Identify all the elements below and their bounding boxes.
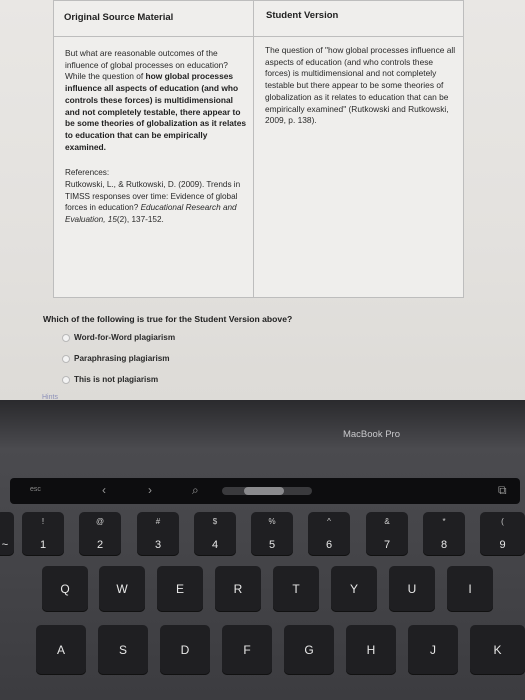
comparison-table [53,0,464,298]
option-word-for-word[interactable] [62,333,175,342]
key-label: D [180,643,190,657]
key-label: R [233,582,243,596]
key-symbol: ( [501,517,504,526]
key-label: Y [349,582,358,596]
key-label: 5 [268,539,276,551]
key-w[interactable] [99,566,145,612]
key-label: G [304,643,314,657]
option-not-plagiarism[interactable] [62,375,158,384]
key-label: A [56,643,65,657]
student-version-header: Student Version [254,1,463,37]
key-label: Q [60,582,70,596]
key-k[interactable] [470,625,525,675]
key-9[interactable] [480,512,525,556]
key-symbol: # [155,517,161,526]
hints-link[interactable]: Hints [42,394,58,400]
key-8[interactable] [423,512,465,556]
key-label: E [175,582,184,596]
key-d[interactable] [160,625,210,675]
key-label: I [468,582,472,596]
key-s[interactable] [98,625,148,675]
student-version-column [254,1,463,297]
key-symbol: * [442,517,446,526]
key-5[interactable] [251,512,293,556]
key-label: S [118,643,127,657]
key-u[interactable] [389,566,435,612]
key-label: J [430,643,436,657]
key-label: 6 [325,539,333,551]
key-2[interactable] [79,512,121,556]
search-icon[interactable]: ⌕ [192,483,199,497]
key-6[interactable] [308,512,350,556]
key-label: U [407,582,417,596]
key-tilde-label: ~ [1,539,9,551]
key-j[interactable] [408,625,458,675]
key-label: T [292,582,300,596]
key-e[interactable] [157,566,203,612]
reference-pages: (2), 137-152. [116,214,164,224]
key-label: 4 [211,539,219,551]
key-symbol: $ [212,517,218,526]
key-label: H [366,643,376,657]
key-label: K [493,643,502,657]
option-paraphrasing[interactable] [62,354,170,363]
key-label: 2 [96,539,104,551]
touchbar-slider[interactable] [222,487,312,495]
slider-knob[interactable] [244,487,284,495]
original-source-header: Original Source Material [54,1,253,37]
radio-not-plagiarism[interactable] [62,376,70,384]
key-3[interactable] [137,512,179,556]
key-f[interactable] [222,625,272,675]
key-a[interactable] [36,625,86,675]
key-label: 8 [440,539,448,551]
key-symbol: @ [95,517,105,526]
reference-authors: Rutkowski, L., & Rutkowski, D. (2009). Trends in TIMSS responses over time: Evidence of global forces in education? [65,179,241,213]
key-tilde[interactable] [0,512,14,556]
key-symbol: % [268,517,276,526]
screen-bezel [0,400,525,448]
key-label: 3 [154,539,162,551]
screenshot-icon[interactable]: ⧉ [498,483,507,497]
key-q[interactable] [42,566,88,612]
student-version-text: The question of "how global processes influence all aspects of education (and who controls these forces) is multidimensional and not completely testable but there appear to be some theories of globalization as it relates to education that can be empirically examined" (Rutkowski and Rutkowski, 2009, p. 138). [265,45,456,126]
key-r[interactable] [215,566,261,612]
option-label: Paraphrasing plagiarism [74,354,170,363]
touch-bar[interactable] [10,478,520,504]
key-4[interactable] [194,512,236,556]
key-symbol: & [384,517,390,526]
brand-label: MacBook Pro [342,429,400,440]
key-h[interactable] [346,625,396,675]
key-symbol: ! [41,517,45,526]
key-y[interactable] [331,566,377,612]
key-label: 1 [39,539,47,551]
key-label: 7 [383,539,391,551]
references [65,167,247,225]
forward-icon[interactable]: › [148,483,152,497]
radio-word-for-word[interactable] [62,334,70,342]
option-label: This is not plagiarism [74,375,159,384]
original-text-bold: how global processes influence all aspects of education (and who controls these forces) is multidimensional and not completely testable, there appear to be some theories of globalization as it relates to education that can be empirically examined. [65,71,247,152]
question-text: Which of the following is true for the Student Version above? [43,314,293,324]
references-label: References: [65,168,110,178]
esc-key[interactable]: esc [30,486,41,493]
radio-paraphrasing[interactable] [62,355,70,363]
back-icon[interactable]: ‹ [102,483,106,497]
key-t[interactable] [273,566,319,612]
original-text-plain: But what are reasonable outcomes of the influence of global processes on education? While the question of [65,48,228,82]
key-symbol: ^ [327,517,331,526]
original-source-text [54,37,253,225]
key-1[interactable] [22,512,64,556]
key-g[interactable] [284,625,334,675]
key-label: 9 [499,539,506,551]
key-label: F [243,643,251,657]
key-i[interactable] [447,566,493,612]
original-source-column [54,1,254,297]
reference-journal: Educational Research and Evaluation, 15 [65,203,237,224]
key-7[interactable] [366,512,408,556]
option-label: Word-for-Word plagiarism [74,333,176,342]
key-label: W [116,582,128,596]
